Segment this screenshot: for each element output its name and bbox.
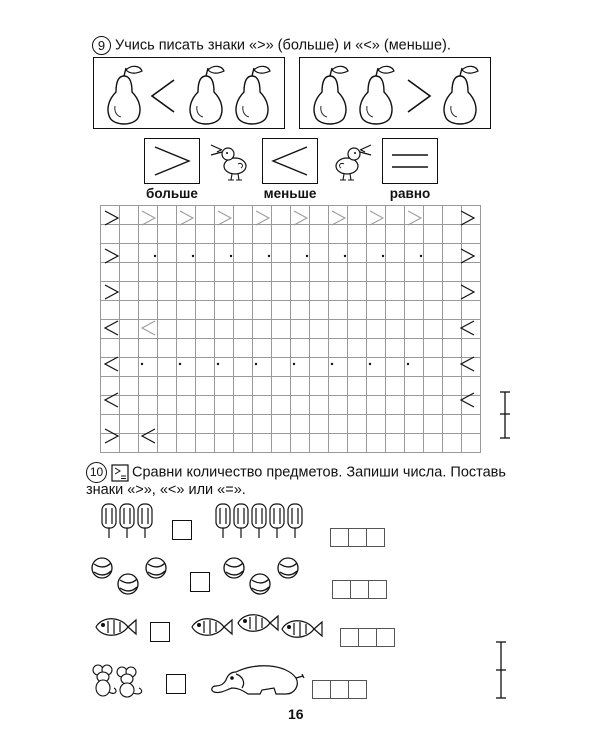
task10-heading: [86, 462, 506, 483]
greater-sign-icon: [105, 249, 118, 263]
ice-cream-icon: [234, 504, 248, 538]
ice-cream-icon: [270, 504, 284, 538]
ball-icon: [92, 558, 112, 578]
mouse-group: [90, 662, 150, 698]
less-sign-icon: [461, 321, 474, 335]
greater-sign-icon: [105, 429, 118, 443]
answer-cells[interactable]: [330, 528, 384, 547]
ice-cream-icon: [138, 504, 152, 538]
comparison-sign-box[interactable]: [166, 674, 186, 694]
answer-cells[interactable]: [332, 580, 386, 599]
fish-group-right: [188, 608, 328, 642]
pear-icon: [108, 66, 142, 124]
answer-cells[interactable]: [340, 628, 394, 647]
ball-group-left: [90, 554, 180, 600]
answer-cells[interactable]: [312, 680, 366, 699]
less-sign-box: [262, 138, 318, 184]
less-label: меньше: [263, 186, 317, 201]
task-number-badge: 9: [92, 36, 111, 55]
elephant-icon: [206, 660, 306, 700]
ice-cream-icon: [102, 504, 116, 538]
fish-icon: [192, 619, 232, 636]
compare-task-icon: [111, 464, 129, 482]
greater-sign-icon: [145, 139, 199, 183]
task-number-badge: 10: [86, 462, 107, 483]
pears-greater-illustration: [300, 58, 490, 128]
pears-less-illustration: [94, 58, 284, 128]
pears-frame-right: [299, 57, 491, 129]
less-sign-icon: [105, 393, 118, 407]
practice-grid[interactable]: [100, 205, 481, 453]
greater-sign-icon: [461, 285, 474, 299]
comparison-sign-box[interactable]: [150, 622, 170, 642]
ball-icon: [250, 574, 270, 594]
ice-cream-icon: [288, 504, 302, 538]
greater-sign-icon: [461, 211, 474, 225]
ice-cream-icon: [252, 504, 266, 538]
pear-icon: [190, 66, 224, 124]
ball-icon: [278, 558, 298, 578]
greater-sign-icon: [461, 249, 474, 263]
ice-cream-icon: [120, 504, 134, 538]
less-sign-icon: [152, 80, 174, 112]
ice-cream-group-right: [214, 502, 314, 544]
page-number: 16: [288, 706, 304, 722]
ball-icon: [146, 558, 166, 578]
ice-cream-group-left: [100, 502, 160, 544]
greater-sign-icon: [105, 211, 118, 225]
greater-sign-icon: [105, 285, 118, 299]
task10-line2: знаки «>», «<» или «=».: [86, 482, 246, 498]
chick-less-icon: [328, 138, 374, 184]
greater-label: больше: [146, 186, 198, 201]
mouse-icon: [93, 665, 116, 696]
margin-bracket-icon: [494, 640, 508, 700]
pear-icon: [236, 66, 270, 124]
less-sign-icon: [105, 357, 118, 371]
greater-sign-box: [144, 138, 200, 184]
less-sign-icon: [263, 139, 317, 183]
equal-sign-box: [382, 138, 438, 184]
fish-icon: [282, 621, 322, 638]
comparison-sign-box[interactable]: [190, 572, 210, 592]
fish-group-left: [90, 612, 138, 642]
less-sign-icon: [105, 321, 118, 335]
pear-icon: [444, 66, 478, 124]
less-sign-icon: [461, 357, 474, 371]
pear-icon: [360, 66, 394, 124]
less-sign-icon: [461, 393, 474, 407]
comparison-sign-box[interactable]: [172, 520, 192, 540]
equal-label: равно: [389, 186, 431, 201]
task10-line1: Сравни количество предметов. Запиши числа. Поставь: [132, 464, 506, 481]
pears-frame-left: [93, 57, 285, 129]
ball-icon: [118, 574, 138, 594]
task9-heading: [92, 36, 451, 55]
pear-icon: [314, 66, 348, 124]
mouse-icon: [117, 667, 142, 697]
ball-group-right: [222, 554, 312, 600]
greater-sign-icon: [408, 80, 430, 112]
fish-icon: [238, 615, 278, 632]
chick-greater-icon: [208, 138, 254, 184]
equal-sign-icon: [383, 139, 437, 183]
less-sign-icon: [142, 429, 155, 443]
ball-icon: [224, 558, 244, 578]
fish-icon: [96, 619, 136, 636]
ice-cream-icon: [216, 504, 230, 538]
task9-title: Учись писать знаки «>» (больше) и «<» (меньше).: [115, 37, 451, 54]
practice-grid-marks: [100, 205, 481, 453]
margin-bracket-icon: [498, 390, 512, 440]
